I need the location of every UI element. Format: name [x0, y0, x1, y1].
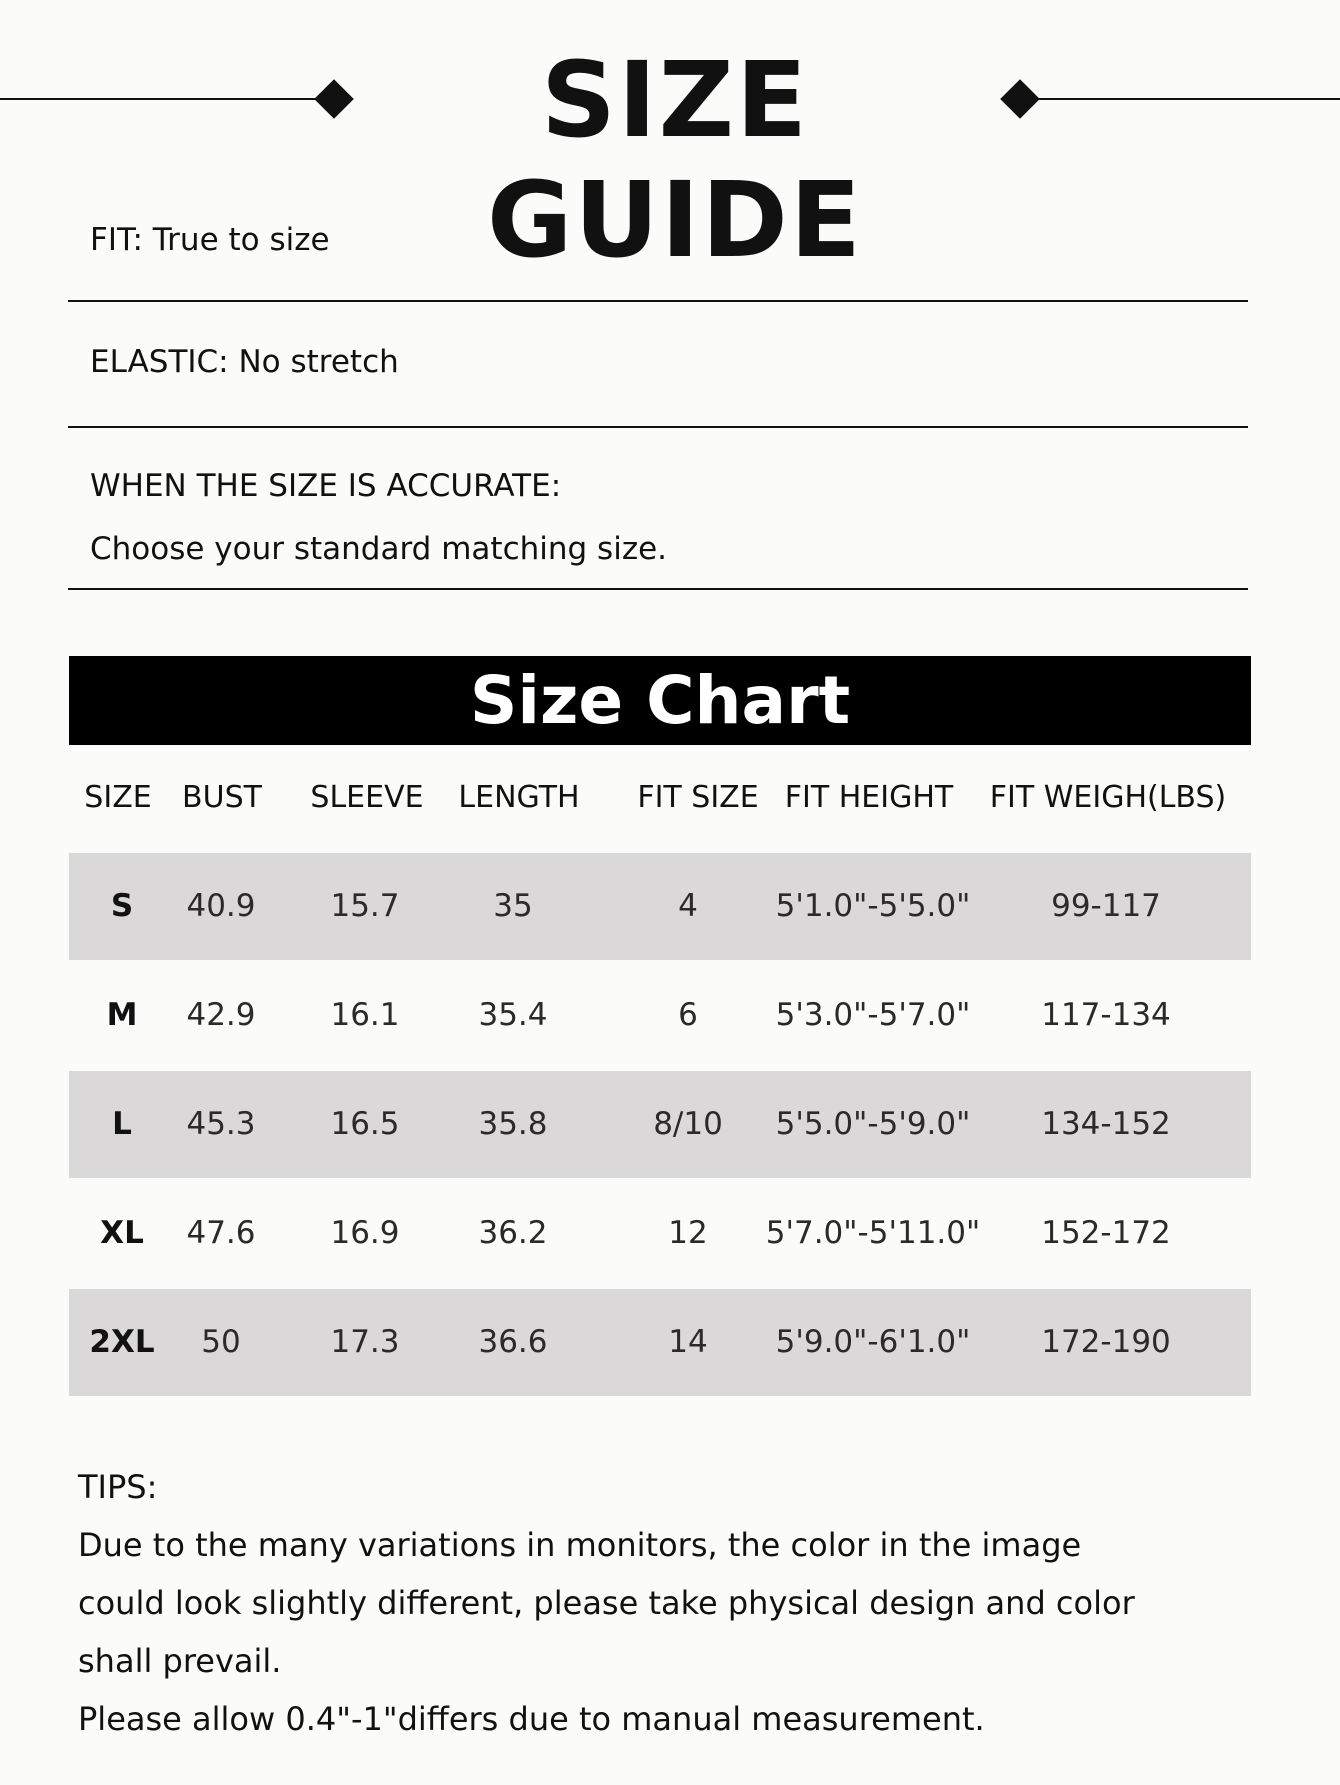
table-row — [69, 853, 1251, 960]
column-header-bust: BUST — [182, 780, 262, 815]
tips-line: Due to the many variations in monitors, the color in the image — [78, 1526, 1082, 1564]
column-header-fit-weight: FIT WEIGH(LBS) — [989, 780, 1227, 815]
cell-size: 2XL — [89, 1324, 155, 1360]
cell-length: 36.6 — [478, 1324, 548, 1360]
tips-line: Please allow 0.4"-1"differs due to manual measurement. — [78, 1700, 985, 1738]
table-row — [69, 1071, 1251, 1178]
elastic-text: ELASTIC: No stretch — [90, 344, 399, 380]
cell-size: XL — [100, 1215, 144, 1251]
tips-heading: TIPS: — [78, 1468, 158, 1506]
cell-fit-weight: 117-134 — [1041, 997, 1171, 1033]
size-chart-banner: Size Chart — [69, 656, 1251, 745]
cell-bust: 50 — [201, 1324, 241, 1360]
cell-sleeve: 17.3 — [330, 1324, 400, 1360]
column-header-sleeve: SLEEVE — [310, 780, 424, 815]
cell-bust: 45.3 — [186, 1106, 256, 1142]
accurate-text: Choose your standard matching size. — [90, 531, 668, 567]
fit-text: FIT: True to size — [90, 222, 330, 258]
cell-bust: 40.9 — [186, 888, 256, 924]
cell-fit-height: 5'3.0"-5'7.0" — [775, 997, 971, 1033]
diamond-left-icon — [314, 79, 354, 119]
cell-fit-height: 5'9.0"-6'1.0" — [775, 1324, 971, 1360]
cell-fit-weight: 152-172 — [1041, 1215, 1171, 1251]
column-header-fit-size: FIT SIZE — [637, 780, 759, 815]
cell-size: L — [112, 1106, 132, 1142]
accurate-row — [68, 428, 1248, 590]
cell-fit-size: 12 — [668, 1215, 708, 1251]
cell-length: 36.2 — [478, 1215, 548, 1251]
cell-length: 35.4 — [478, 997, 548, 1033]
column-header-size: SIZE — [84, 780, 152, 815]
cell-sleeve: 15.7 — [330, 888, 400, 924]
cell-size: S — [110, 888, 134, 924]
cell-fit-height: 5'1.0"-5'5.0" — [775, 888, 971, 924]
column-header-fit-height: FIT HEIGHT — [784, 780, 954, 815]
table-row — [69, 1289, 1251, 1396]
cell-fit-weight: 99-117 — [1051, 888, 1161, 924]
cell-sleeve: 16.9 — [330, 1215, 400, 1251]
cell-fit-height: 5'7.0"-5'11.0" — [765, 1215, 981, 1251]
cell-bust: 42.9 — [186, 997, 256, 1033]
cell-fit-size: 8/10 — [653, 1106, 723, 1142]
cell-length: 35 — [493, 888, 533, 924]
fit-row — [68, 200, 1248, 302]
header-right-rule — [1030, 98, 1340, 100]
table-row — [69, 962, 1251, 1069]
elastic-row — [68, 302, 1248, 428]
cell-fit-height: 5'5.0"-5'9.0" — [775, 1106, 971, 1142]
cell-bust: 47.6 — [186, 1215, 256, 1251]
cell-length: 35.8 — [478, 1106, 548, 1142]
tips-line: shall prevail. — [78, 1642, 282, 1680]
cell-fit-size: 4 — [678, 888, 698, 924]
cell-sleeve: 16.5 — [330, 1106, 400, 1142]
cell-sleeve: 16.1 — [330, 997, 400, 1033]
tips-line: could look slightly different, please take physical design and color — [78, 1584, 1135, 1622]
header-left-rule — [0, 98, 320, 100]
page-title: SIZE GUIDE — [487, 39, 863, 281]
tips-section — [78, 1458, 1278, 1748]
table-row — [69, 1180, 1251, 1287]
cell-fit-size: 6 — [678, 997, 698, 1033]
cell-fit-size: 14 — [668, 1324, 708, 1360]
cell-fit-weight: 172-190 — [1041, 1324, 1171, 1360]
column-header-length: LENGTH — [458, 780, 580, 815]
accurate-heading: WHEN THE SIZE IS ACCURATE: — [90, 468, 562, 504]
cell-size: M — [106, 997, 138, 1033]
cell-fit-weight: 134-152 — [1041, 1106, 1171, 1142]
